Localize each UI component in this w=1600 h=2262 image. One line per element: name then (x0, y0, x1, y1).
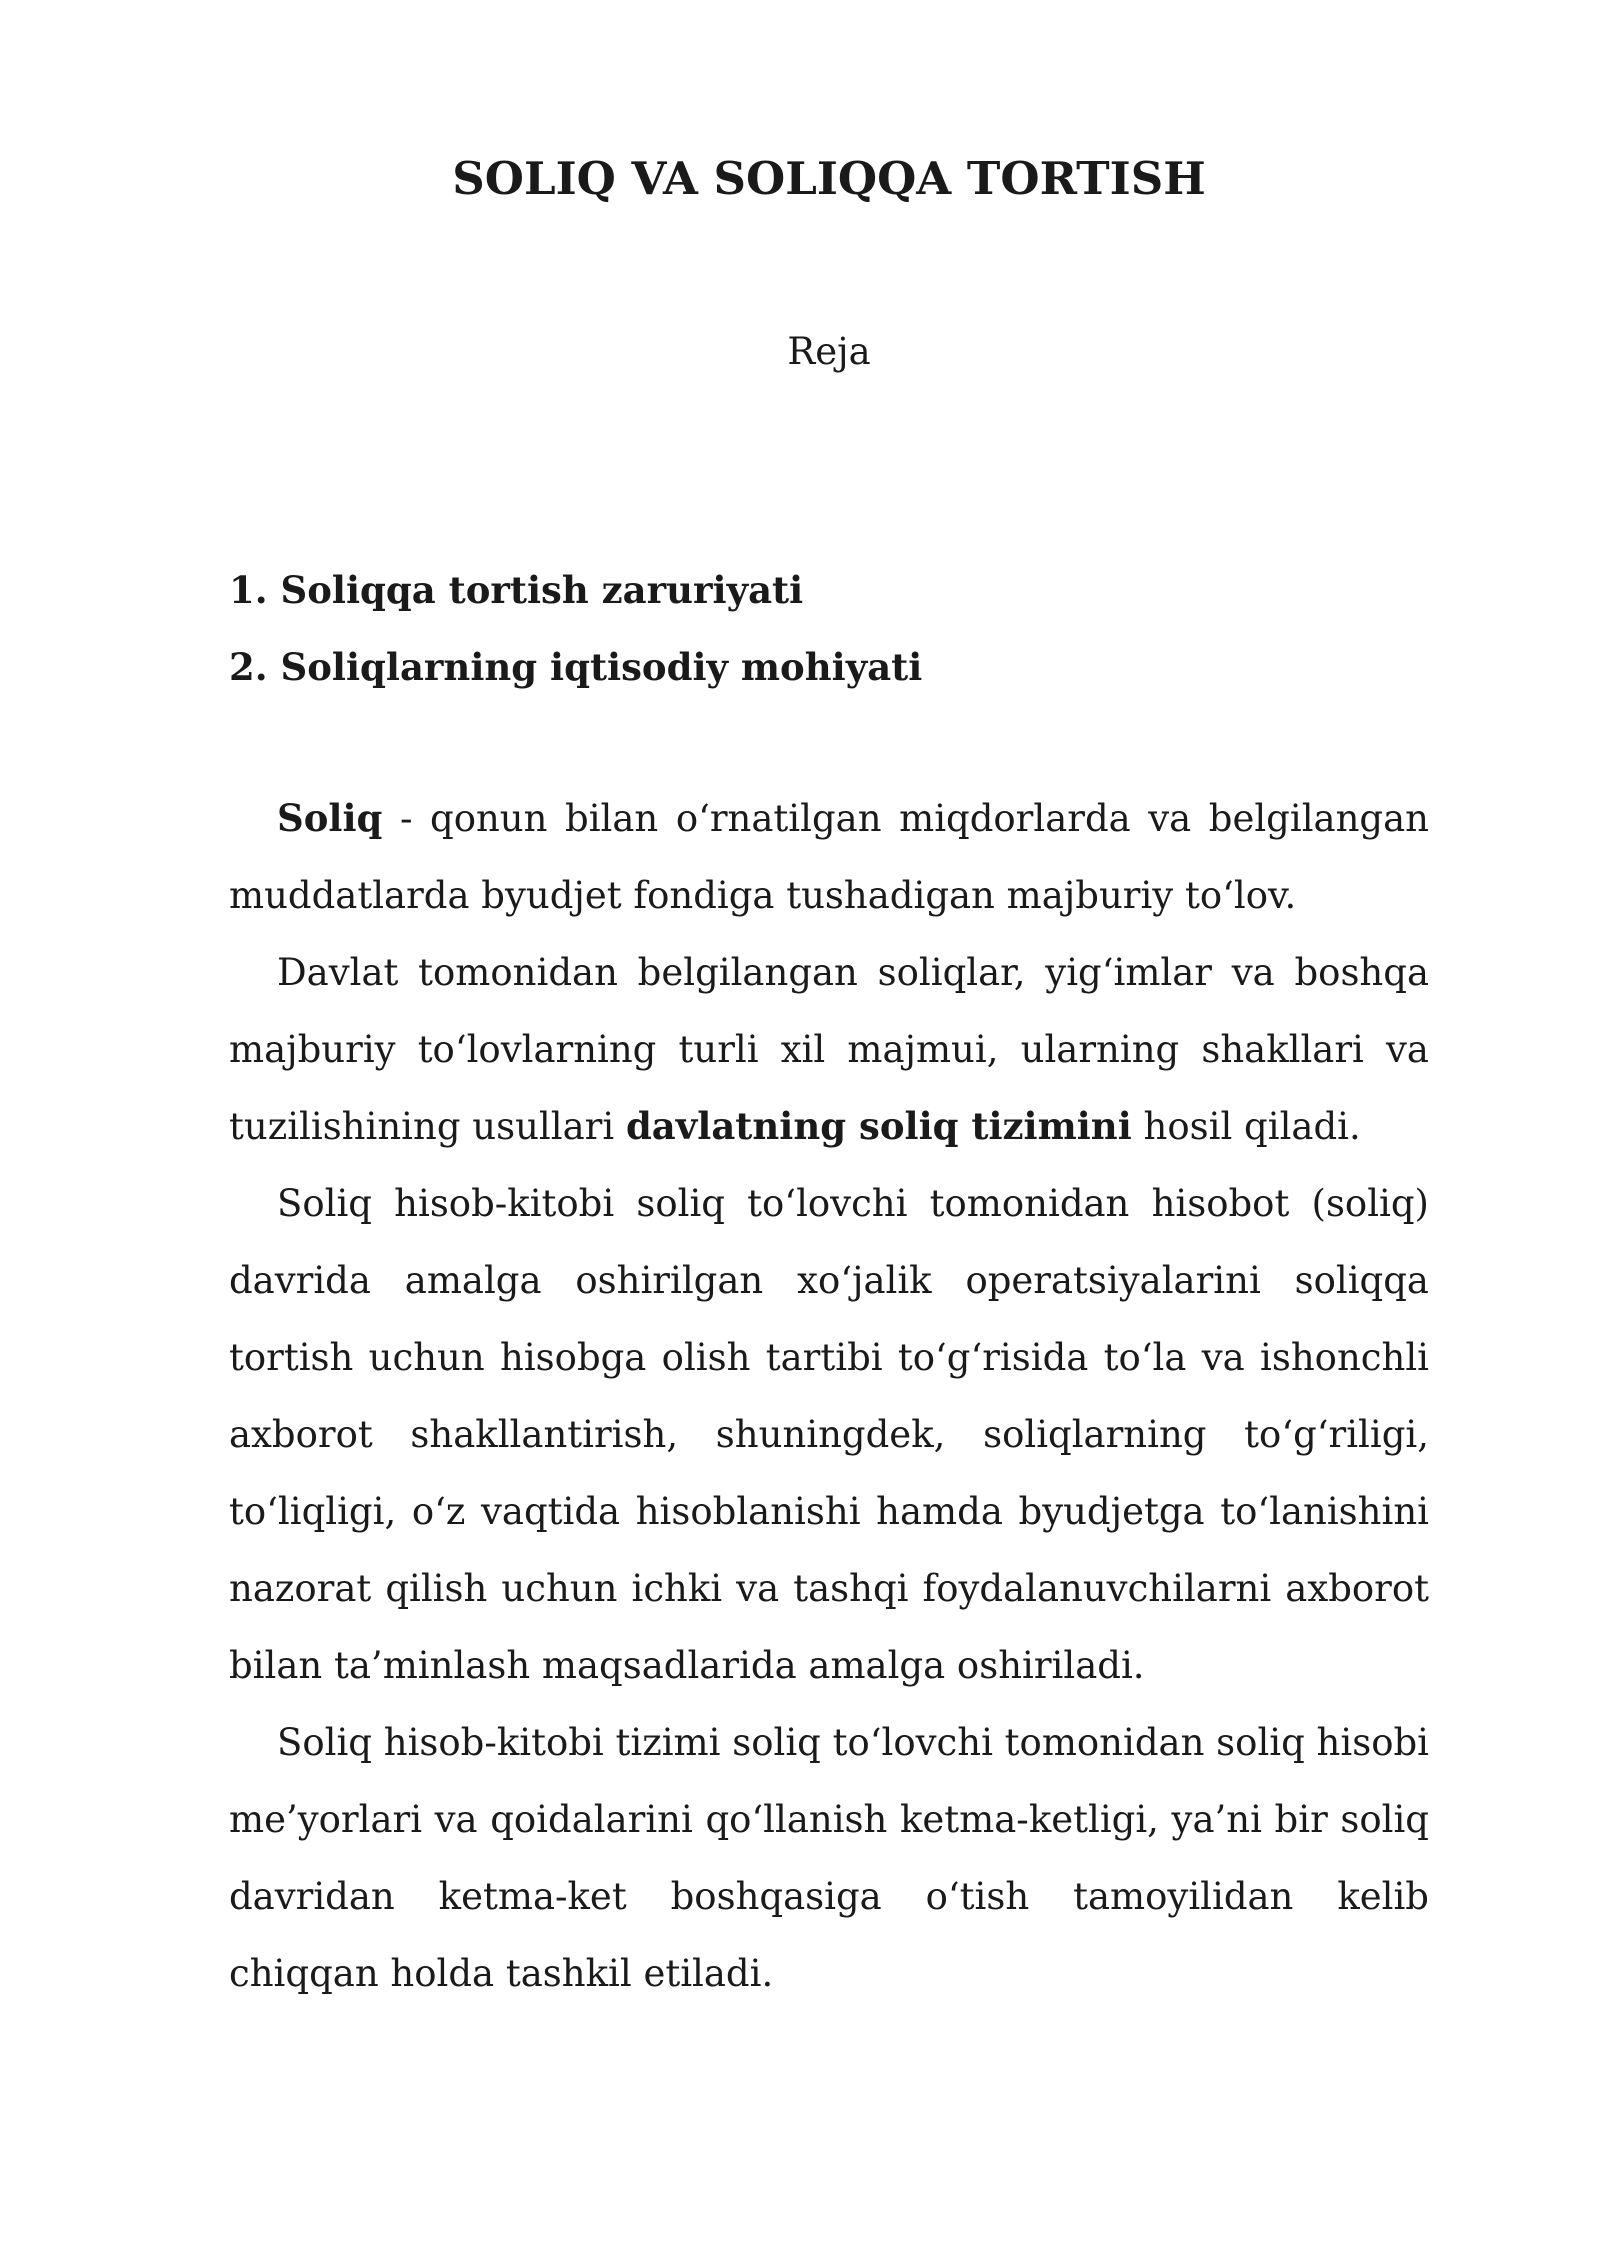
paragraph-tax-calculation: Soliq hisob-kitobi soliq to‘lovchi tomonidan hisobot (soliq) davrida amalga oshirilgan xo‘jalik operatsiyalarini soliqqa tortish uchun hisobga olish tartibi to‘g‘risida to‘la va ishonchli axborot shakllantirish, shuningdek, soliqlarning to‘g‘riligi, to‘liqligi, o‘z vaqtida hisoblanishi hamda byudjetga to‘lanishini nazorat qilish uchun ichki va tashqi foydalanuvchilarni axborot bilan ta’minlash maqsadlarida amalga oshiriladi. (229, 1182, 1429, 1687)
paragraph-tax-calculation-system: Soliq hisob-kitobi tizimi soliq to‘lovchi tomonidan soliq hisobi me’yorlari va qoidalarini qo‘llanish ketma-ketligi, ya’ni bir soliq davridan ketma-ket boshqasiga o‘tish tamoyilidan kelib chiqqan holda tashkil etiladi. (229, 1721, 1430, 1995)
plan-item: 1. Soliqqa tortish zaruriyati (229, 568, 804, 612)
paragraph-tax-system (229, 934, 1429, 1165)
term-tax-system: davlatning soliq tizimini (625, 1104, 1132, 1148)
paragraph-definition (229, 780, 1429, 934)
paragraph-text: hosil qiladi. (1131, 1105, 1361, 1148)
term-soliq: Soliq (277, 796, 383, 840)
definition-text: - qonun bilan o‘rnatilgan miqdorlarda va belgilangan muddatlarda byudjet fondiga tushadigan majburiy to‘lov. (229, 797, 1429, 917)
plan-list (229, 552, 922, 706)
plan-item: 2. Soliqlarning iqtisodiy mohiyati (229, 645, 923, 689)
paragraph-text: Davlat tomonidan belgilangan soliqlar, yig‘imlar va boshqa majburiy to‘lovlarning turli xil majmui, ularning shakllari va tuzilishining usullari (229, 951, 1429, 1148)
document-subtitle: Reja (787, 330, 871, 373)
document-title: SOLIQ VA SOLIQQA TORTISH (452, 152, 1206, 205)
body-text (229, 780, 1429, 2012)
